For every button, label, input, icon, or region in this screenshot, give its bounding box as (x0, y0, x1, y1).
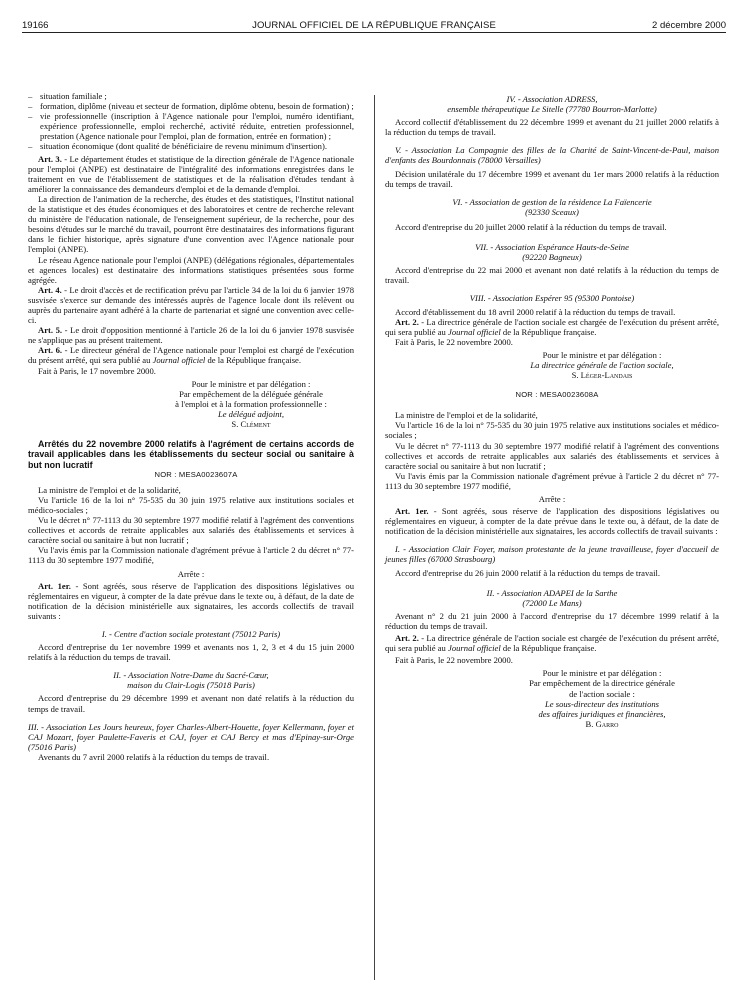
decree-paragraph: Vu l'article 16 de la loi n° 75-535 du 30 juin 1975 relative aux institutions sociales et médico-sociales ; (28, 494, 354, 515)
journal-title: JOURNAL OFFICIEL DE LA RÉPUBLIQUE FRANÇAISE (252, 20, 496, 31)
signature-line: à l'emploi et à la formation professionnelle : (175, 398, 327, 409)
decree-paragraph: Vu l'article 16 de la loi n° 75-535 du 30 juin 1975 relative aux institutions sociales et médico-sociales ; (385, 420, 719, 441)
section-heading: IV. - Association ADRESS, (506, 94, 598, 104)
signature-line: Par empêchement de la directrice générale (529, 678, 675, 689)
decree-paragraph: La ministre de l'emploi et de la solidarité, (38, 484, 181, 495)
section-heading: (92220 Bagneux) (522, 252, 582, 263)
signatory-name: B. Garro (585, 718, 619, 729)
decree-paragraph: Vu l'avis émis par la Commission nationale d'agrément prévue à l'article 2 du décret n° 77-1113 du 30 septembre 1977 modifié, (28, 545, 354, 566)
article-3-paragraph: Le réseau Agence nationale pour l'emploi (ANPE) (délégations régionales, départementales et agences locales) est destinataire des informations statistiques présentées sous forme agrégée. (28, 254, 354, 285)
nor-reference: NOR : MESA0023608A (515, 390, 599, 400)
section-text: Accord d'entreprise du 1er novembre 1999 et avenants nos 1, 2, 3 et 4 du 15 juin 2000 relatifs à la réduction du temps de travail. (28, 642, 354, 663)
decree-title: Arrêtés du 22 novembre 2000 relatifs à l'agrément de certains accords de travail applicables dans les établissements du secteur social ou sanitaire à but non lucratif (28, 439, 354, 470)
signature-line: Pour le ministre et par délégation : (542, 668, 662, 679)
signature-line: Par empêchement de la déléguée générale (179, 388, 323, 399)
section-heading: VIII. - Association Espérer 95 (95300 Pontoise) (469, 293, 635, 304)
section-text: Accord d'entreprise du 20 juillet 2000 relatif à la réduction du temps de travail. (395, 221, 667, 232)
page-number: 19166 (22, 20, 49, 31)
signature-place-date: Fait à Paris, le 17 novembre 2000. (38, 365, 156, 376)
left-column (28, 91, 354, 762)
article-1: Art. 1er. - Sont agréés, sous réserve de l'application des dispositions législatives ou réglementaires en vigueur, à compter de la date prévue dans le texte ou, à défaut, de la date de notification de la décision ministérielle aux signataires, les accords collectifs de travail suivants : (385, 506, 719, 537)
article-3: Art. 3. - Le département études et statistique de la direction générale de l'Agence nationale pour l'emploi (ANPE) est destinataire de l'intégralité des informations enregistrées dans le traitement en vue de l'établissement de statistiques et de la réalisation d'études tendant à améliorer la connaissance des demandeurs d'emploi et de la demande d'emploi. (28, 153, 355, 194)
decree-paragraph: Vu le décret n° 77-1113 du 30 septembre 1977 modifié relatif à l'agrément des conventions collectives et accords de retraite applicables aux salariés des établissements et services à caractère social ou sanitaire à but non lucratif ; (28, 515, 354, 546)
issue-date: 2 décembre 2000 (652, 20, 726, 31)
signature-place-date: Fait à Paris, le 22 novembre 2000. (395, 655, 513, 666)
article-1: Art. 1er. - Sont agréés, sous réserve de l'application des dispositions législatives ou réglementaires en vigueur, à compter de la date prévue dans le texte ou, à défaut, de la date de notification de la décision ministérielle aux signataires, les accords collectifs de travail suivants : (28, 580, 354, 621)
signature-line: Pour le ministre et par délégation : (191, 378, 311, 389)
list-item: – formation, diplôme (niveau et secteur de formation, diplôme obtenu, besoin de formation) ; (28, 101, 354, 112)
right-column (385, 94, 719, 729)
signature-line: de l'action sociale : (569, 688, 635, 699)
list-item: – vie professionnelle (inscription à l'Agence nationale pour l'emploi, numéro identifiant, expérience professionnelle, emploi recherché, activité réduite, entretien professionnel, prestation (Agence nationale pour l'emploi, plan de formation, entrée en formation) ; (28, 111, 354, 142)
section-heading: V. - Association La Compagnie des filles de la Charité de Saint-Vincent-de-Paul, maison d'enfants des Bourdonnais (78000 Versailles) (385, 145, 719, 166)
section-heading: II. - Association ADAPEI de la Sarthe (486, 587, 618, 598)
decree-paragraph: Vu l'avis émis par la Commission nationale d'agrément prévue à l'article 2 du décret n° 77-1113 du 30 septembre 1977 modifié, (385, 470, 719, 491)
section-heading: III. - Association Les Jours heureux, foyer Charles-Albert-Houette, foyer Kellermann, foyer et CAJ Mozart, foyer Paulette-Faveris et CAJ, foyer et CAJ Bercy et mas d'Epinay-sur-Orge (75016 Paris) (28, 721, 354, 752)
section-text: Décision unilatérale du 17 décembre 1999 et avenant du 1er mars 2000 relatifs à la réduction du temps de travail. (385, 168, 719, 189)
article-6: Art. 6. - Le directeur général de l'Agence nationale pour l'emploi est chargé de l'exécution du présent arrêté, qui sera publié au Journal officiel de la République française. (28, 345, 355, 366)
nor-reference: NOR : MESA0023607A (154, 469, 238, 479)
arrete-heading: Arrête : (177, 568, 205, 579)
column-separator (374, 95, 375, 980)
section-text: Avenants du 7 avril 2000 relatifs à la réduction du temps de travail. (38, 751, 270, 762)
signature-line: La directrice générale de l'action sociale, (530, 359, 674, 370)
decree-paragraph: La ministre de l'emploi et de la solidarité, (395, 410, 538, 421)
section-text: Accord d'entreprise du 22 mai 2000 et avenant non daté relatifs à la réduction du temps de travail. (385, 265, 719, 286)
article-2: Art. 2. - La directrice générale de l'action sociale est chargée de l'exécution du présent arrêté, qui sera publié au Journal officiel de la République française. (385, 316, 719, 337)
section-heading: (72000 Le Mans) (522, 597, 582, 608)
section-heading: I. - Association Clair Foyer, maison protestante de la jeune travailleuse, foyer d'accueil de jeunes filles (67000 Strasbourg) (385, 544, 719, 565)
section-heading: II. - Association Notre-Dame du Sacré-Cœur, (113, 670, 269, 681)
page-header (22, 12, 726, 32)
section-text: Accord d'établissement du 18 avril 2000 relatif à la réduction du temps de travail. (395, 306, 676, 317)
signatory-name: S. Clément (231, 419, 271, 429)
section-text: Accord collectif d'établissement du 22 décembre 1999 et avenant du 21 juillet 2000 relatifs à la réduction du temps de travail. (385, 117, 719, 138)
signature-line: Pour le ministre et par délégation : (542, 349, 662, 360)
article-5: Art. 5. - Le droit d'opposition mentionné à l'article 26 de la loi du 6 janvier 1978 susvisée ne s'applique pas au présent traitement. (28, 325, 355, 346)
article-2: Art. 2. - La directrice générale de l'action sociale est chargée de l'exécution du présent arrêté, qui sera publié au Journal officiel de la République française. (385, 633, 719, 654)
section-text: Accord d'entreprise du 26 juin 2000 relatif à la réduction du temps de travail. (395, 567, 661, 578)
signature-line: Le sous-directeur des institutions (544, 698, 660, 709)
list-item: – situation familiale ; (28, 91, 107, 101)
article-3-paragraph: La direction de l'animation de la recherche, des études et des statistiques, l'Institut national de la statistique et des études économiques et des laboratoires et centre de recherche relevant du ministère de l'éducation nationale, de l'enseignement supérieur, de la recherche, pour des besoins d'études sur le marché du travail, pourront être destinataires des informations figurant dans le fichier historique, après signature d'une convention avec l'Agence nationale pour l'emploi (ANPE). (28, 193, 354, 255)
section-text: Avenant n° 2 du 21 juin 2000 à l'accord d'entreprise du 17 décembre 1999 relatif à la réduction du temps de travail. (385, 610, 719, 631)
header-rule (22, 32, 726, 33)
signature-line: Le délégué adjoint, (217, 408, 285, 419)
decree-paragraph: Vu le décret n° 77-1113 du 30 septembre 1977 modifié relatif à l'agrément des conventions collectives et accords de retraite applicables aux salariés des établissements et services à caractère social ou sanitaire à but non lucratif ; (385, 440, 719, 471)
section-heading: I. - Centre d'action sociale protestant (75012 Paris) (101, 629, 281, 640)
section-heading: (92330 Sceaux) (525, 206, 579, 217)
signature-place-date: Fait à Paris, le 22 novembre 2000. (395, 336, 513, 347)
arrete-heading: Arrête : (538, 494, 566, 504)
section-heading: VII. - Association Espérance Hauts-de-Seine (475, 242, 629, 253)
section-heading: ensemble thérapeutique Le Sitelle (77780 Bourron-Marlotte) (447, 104, 657, 115)
section-heading: VI. - Association de gestion de la résidence La Faïencerie (452, 196, 652, 207)
signature-line: des affaires juridiques et financières, (538, 708, 666, 719)
section-heading: maison du Clair-Logis (75018 Paris) (127, 680, 255, 691)
list-item: – situation économique (dont qualité de bénéficiaire de revenu minimum d'insertion). (28, 141, 327, 152)
article-4: Art. 4. - Le droit d'accès et de rectification prévu par l'article 34 de la loi du 6 janvier 1978 susvisée s'exerce sur demande des intéressés auprès de l'agence locale dont ils relèvent ou auprès du partenaire ayant adhéré à la charte de partenariat et signé une convention avec celle-ci. (28, 284, 355, 326)
signatory-name: S. Léger-Landais (571, 370, 633, 381)
section-text: Accord d'entreprise du 29 décembre 1999 et avenant non daté relatifs à la réduction du temps de travail. (28, 693, 354, 714)
